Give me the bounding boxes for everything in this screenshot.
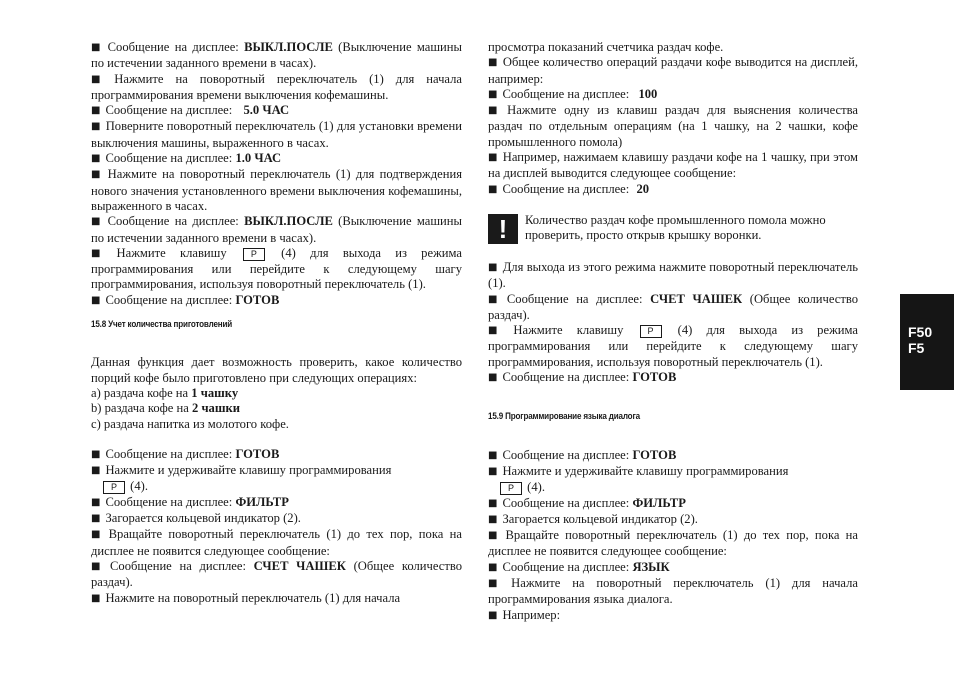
paragraph: ■ Поверните поворотный переключатель (1) для установки времени выключения машины, выраженного в часах. (91, 119, 463, 150)
paragraph: ■ Сообщение на дисплее: 100 (488, 86, 658, 101)
bullet-icon: ■ (488, 57, 498, 69)
bullet-icon: ■ (91, 121, 101, 133)
bullet-icon: ■ (488, 513, 498, 525)
program-key-icon: P (103, 481, 125, 494)
bullet-icon: ■ (488, 183, 498, 195)
paragraph: ■ Сообщение на дисплее: ФИЛЬТР (91, 494, 289, 509)
paragraph: ■ Сообщение на дисплее: 20 (488, 181, 650, 196)
bullet-icon: ■ (91, 529, 104, 541)
list-item: a) раздача кофе на 1 чашку (91, 385, 239, 400)
paragraph: ■ Для выхода из этого режима нажмите поворотный переключатель (1). (488, 259, 859, 291)
paragraph: ■ Например: (488, 607, 561, 622)
display-message: 20 (636, 181, 650, 196)
paragraph: ■ Сообщение на дисплее: СЧЕТ ЧАШЕК (Общее количество раздач). (91, 558, 462, 590)
bullet-icon: ■ (488, 325, 509, 337)
list-item: b) раздача кофе на 2 чашки (91, 401, 240, 416)
right-column (488, 40, 858, 624)
warning-note (488, 213, 858, 245)
paragraph: ■ Общее количество операций раздачи кофе выводится на дисплей, например: (488, 55, 858, 86)
paragraph: ■ Нажмите одну из клавиш раздач для выяснения количества раздач по отдельным операциям (на 1 чашку, на 2 чашки, кофе промышленного помола) (488, 103, 859, 149)
display-message: ЯЗЫК (632, 559, 670, 574)
display-message: СЧЕТ ЧАШЕК (253, 558, 346, 573)
bullet-icon: ■ (91, 496, 101, 508)
bullet-icon: ■ (488, 609, 498, 621)
bullet-icon: ■ (488, 465, 498, 477)
bullet-icon: ■ (91, 560, 106, 572)
paragraph: ■ Например, нажимаем клавишу раздачи кофе на 1 чашку, при этом на дисплей выводится следующее сообщение: (488, 150, 858, 181)
bullet-icon: ■ (91, 592, 101, 604)
bullet-icon: ■ (488, 105, 503, 117)
bullet-icon: ■ (91, 513, 101, 525)
section-heading: 15.9 Программирование языка диалога (488, 411, 640, 423)
bullet-icon: ■ (488, 261, 498, 273)
bullet-icon: ■ (488, 561, 498, 573)
paragraph: ■ Сообщение на дисплее: 5.0 ЧАС (91, 103, 290, 118)
paragraph: ■ Нажмите на поворотный переключатель (1) для начала (91, 590, 401, 605)
model-label: F5 (908, 340, 925, 356)
display-message: ФИЛЬТР (235, 494, 289, 509)
bullet-icon: ■ (91, 465, 101, 477)
intro-paragraph: Данная функция дает возможность проверить, какое количество порций кофе было приготовлено при следующих операциях: (91, 355, 462, 385)
bullet-icon: ■ (91, 105, 101, 117)
paragraph: ■ Сообщение на дисплее: ВЫКЛ.ПОСЛЕ (Выключение машины по истечении заданного времени в часах). (91, 214, 462, 245)
bullet-icon: ■ (91, 247, 112, 259)
display-message: ГОТОВ (632, 370, 677, 385)
bullet-icon: ■ (91, 448, 101, 460)
bullet-icon: ■ (488, 372, 498, 384)
paragraph: ■ Сообщение на дисплее: ГОТОВ (91, 292, 280, 307)
paragraph: ■ Сообщение на дисплее: ЯЗЫК (488, 559, 670, 574)
program-key-icon: P (640, 325, 662, 338)
bullet-icon: ■ (91, 216, 103, 228)
program-key-icon: P (500, 482, 522, 495)
display-message: ГОТОВ (235, 292, 280, 307)
display-message: ВЫКЛ.ПОСЛЕ (244, 214, 333, 229)
paragraph: ■ Вращайте поворотный переключатель (1) до тех пор, пока на дисплее не появится следующее сообщение: (488, 528, 859, 559)
display-message: СЧЕТ ЧАШЕК (650, 291, 743, 306)
bullet-icon: ■ (91, 73, 110, 85)
bullet-icon: ■ (91, 153, 101, 165)
paragraph: ■ Сообщение на дисплее: СЧЕТ ЧАШЕК (Общее количество раздач). (488, 291, 859, 322)
paragraph: ■ Нажмите клавишу P (4) для выхода из режима программирования или перейдите к следующему шагу программирования, используя поворотный переключатель (1). (91, 245, 462, 292)
paragraph: ■ Нажмите и удерживайте клавишу программирования P (4). (488, 463, 789, 495)
display-message: 100 (638, 86, 658, 101)
bullet-icon: ■ (91, 169, 103, 181)
bullet-icon: ■ (488, 578, 507, 590)
paragraph: ■ Нажмите на поворотный переключатель (1) для начала программирования языка диалога. (488, 576, 858, 607)
list-item: c) раздача напитка из молотого кофе. (91, 416, 289, 431)
warning-icon: ! (488, 214, 518, 244)
paragraph: ■ Загорается кольцевой индикатор (2). (488, 511, 698, 526)
bullet-icon: ■ (488, 530, 501, 542)
bullet-icon: ■ (488, 152, 498, 164)
program-key-icon: P (243, 248, 265, 261)
left-column (91, 40, 462, 607)
bullet-icon: ■ (488, 449, 498, 461)
bullet-icon: ■ (488, 293, 502, 305)
warning-text: Количество раздач кофе промышленного помола можно проверить, просто открыв крышку воронки. (525, 212, 826, 243)
section-heading: 15.8 Учет количества приготовлений (91, 319, 233, 331)
display-message: ВЫКЛ.ПОСЛЕ (244, 40, 333, 54)
paragraph: ■ Сообщение на дисплее: ГОТОВ (91, 446, 280, 461)
paragraph: ■ Вращайте поворотный переключатель (1) до тех пор, пока на дисплее не появится следующее сообщение: (91, 527, 463, 558)
display-message: ФИЛЬТР (632, 495, 686, 510)
bullet-icon: ■ (488, 88, 498, 100)
model-tab (900, 294, 954, 390)
display-message: 5.0 ЧАС (243, 103, 290, 118)
display-message: 1.0 ЧАС (235, 151, 282, 166)
paragraph: ■ Сообщение на дисплее: ФИЛЬТР (488, 495, 686, 510)
bullet-icon: ■ (91, 42, 103, 53)
paragraph: ■ Нажмите и удерживайте клавишу программирования P (4). (91, 463, 392, 494)
bullet-icon: ■ (91, 294, 101, 306)
bullet-icon: ■ (488, 497, 498, 509)
paragraph: ■ Нажмите на поворотный переключатель (1) для подтверждения нового значения установленного времени выключения кофемашины, выраженного в часах. (91, 167, 462, 213)
paragraph: ■ Нажмите на поворотный переключатель (1) для начала программирования времени выключения кофемашины. (91, 71, 462, 102)
paragraph: ■ Сообщение на дисплее: 1.0 ЧАС (91, 151, 282, 166)
paragraph: просмотра показаний счетчика раздач кофе. (488, 40, 724, 54)
display-message: ГОТОВ (235, 446, 280, 461)
paragraph: ■ Сообщение на дисплее: ГОТОВ (488, 370, 677, 385)
display-message: ГОТОВ (632, 447, 677, 462)
paragraph: ■ Нажмите клавишу P (4) для выхода из режима программирования или перейдите к следующему шагу программирования, используя поворотный переключатель (1). (488, 323, 858, 369)
paragraph: ■ Сообщение на дисплее: ВЫКЛ.ПОСЛЕ (Выключение машины по истечении заданного времени в часах). (91, 40, 462, 71)
paragraph: ■ Сообщение на дисплее: ГОТОВ (488, 447, 677, 462)
model-label: F50 (908, 324, 933, 340)
paragraph: ■ Загорается кольцевой индикатор (2). (91, 511, 301, 526)
